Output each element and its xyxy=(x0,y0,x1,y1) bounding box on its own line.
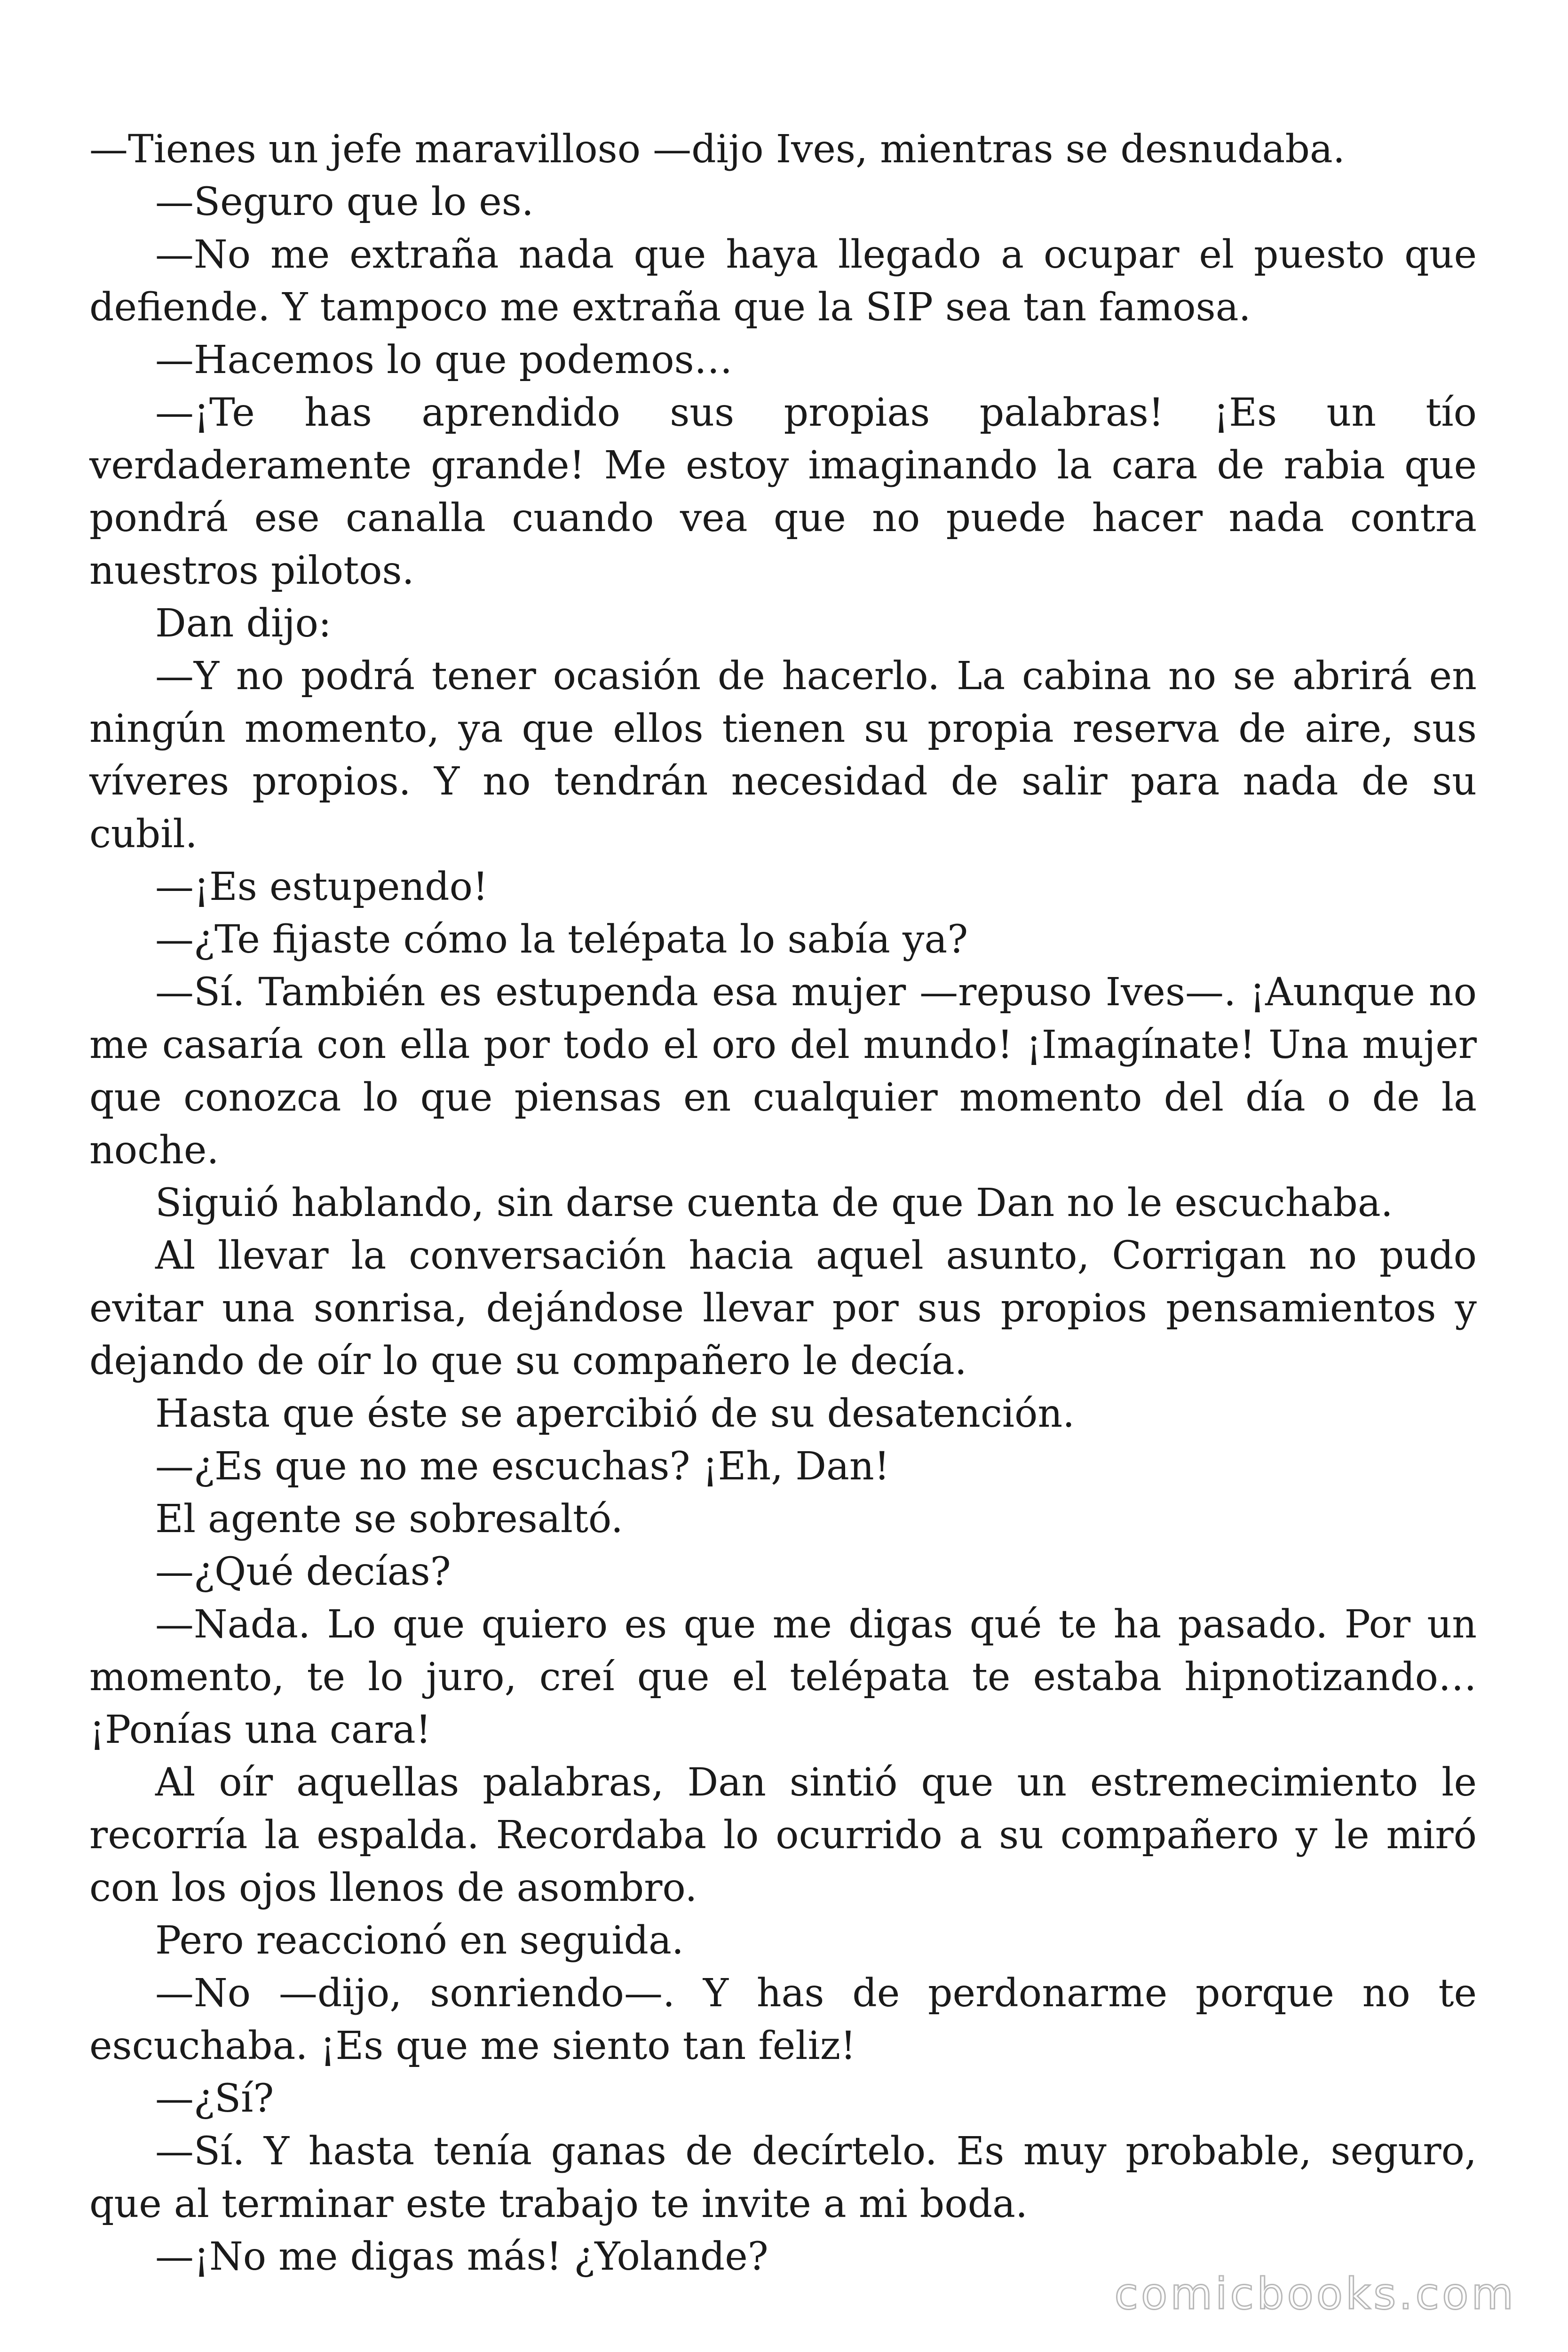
paragraph: —Tienes un jefe maravilloso —dijo Ives, mientras se desnudaba. xyxy=(89,127,1345,172)
paragraph: —Seguro que lo es. xyxy=(155,180,534,224)
paragraph: —¡Te has aprendido sus propias palabras! ¡Es un tío verdaderamente grande! Me estoy imaginando la cara de rabia que pondrá ese canalla cuando vea que no puede hacer nada contra nuestros pilotos. xyxy=(89,390,1477,593)
paragraph: —Sí. Y hasta tenía ganas de decírtelo. Es muy probable, seguro, que al terminar este trabajo te invite a mi boda. xyxy=(89,2129,1477,2226)
paragraph: —Sí. También es estupenda esa mujer —repuso Ives—. ¡Aunque no me casaría con ella por todo el oro del mundo! ¡Imagínate! Una mujer que conozca lo que piensas en cualquier momento del día o de la noche. xyxy=(89,970,1477,1173)
paragraph: —No me extraña nada que haya llegado a ocupar el puesto que defiende. Y tampoco me extraña que la SIP sea tan famosa. xyxy=(89,232,1477,330)
paragraph: —¿Es que no me escuchas? ¡Eh, Dan! xyxy=(155,1444,890,1489)
paragraph: —Nada. Lo que quiero es que me digas qué te ha pasado. Por un momento, te lo juro, creí que el telépata te estaba hipnotizando… ¡Ponías una cara! xyxy=(89,1602,1477,1752)
paragraph: —Hacemos lo que podemos… xyxy=(155,338,733,382)
watermark: comicbooks.com xyxy=(1114,2269,1516,2319)
paragraph: Al oír aquellas palabras, Dan sintió que un estremecimiento le recorría la espalda. Recordaba lo ocurrido a su compañero y le miró con los ojos llenos de asombro. xyxy=(89,1760,1477,1910)
paragraph: —¡No me digas más! ¿Yolande? xyxy=(155,2234,768,2279)
paragraph: El agente se sobresaltó. xyxy=(155,1497,623,1542)
paragraph: Siguió hablando, sin darse cuenta de que Dan no le escuchaba. xyxy=(155,1181,1393,1225)
paragraph: Hasta que éste se apercibió de su desatención. xyxy=(155,1391,1075,1436)
paragraph: —¿Te fijaste cómo la telépata lo sabía ya? xyxy=(155,917,968,962)
paragraph: —¡Es estupendo! xyxy=(155,865,488,909)
paragraph: Pero reaccionó en seguida. xyxy=(155,1918,684,1963)
paragraph: —Y no podrá tener ocasión de hacerlo. La cabina no se abrirá en ningún momento, ya que ellos tienen su propia reserva de aire, sus víveres propios. Y no tendrán necesidad de salir para nada de su cubil. xyxy=(89,654,1477,857)
paragraph: —¿Qué decías? xyxy=(155,1549,451,1594)
paragraph: Al llevar la conversación hacia aquel asunto, Corrigan no pudo evitar una sonrisa, dejándose llevar por sus propios pensamientos y dejando de oír lo que su compañero le decía. xyxy=(89,1233,1477,1383)
paragraph: —¿Sí? xyxy=(155,2076,274,2121)
paragraph: —No —dijo, sonriendo—. Y has de perdonarme porque no te escuchaba. ¡Es que me siento tan feliz! xyxy=(89,1971,1477,2068)
paragraph: Dan dijo: xyxy=(155,601,332,646)
page-text xyxy=(89,123,1477,2283)
